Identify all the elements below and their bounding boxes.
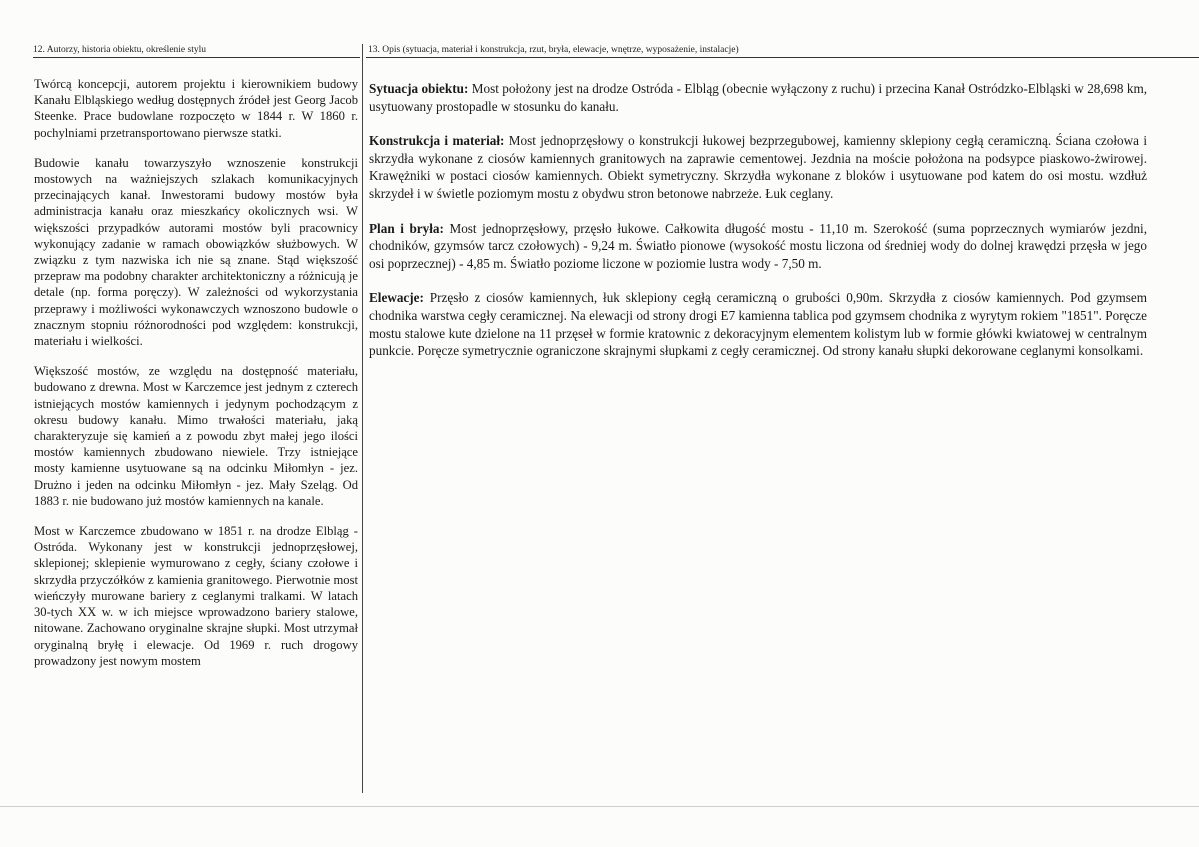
elevations-text: Przęsło z ciosów kamiennych, łuk sklepiony cegłą ceramiczną o grubości 0,90m. Skrzydła z ciosów kamiennych. Pod gzymsem chodnika warstwa cegły ceramicznej. Na elewacji od strony drogi E7 kamienna tablica pod gzymsem chodnika z wyrytym rokiem "1851". Poręcze mostu stalowe kute dzielone na 11 przęseł w formie kratownic z dekoracyjnym elementem kolistym lub w formie główki kwiatowej w centralnym punkcie. Poręcze symetrycznie ograniczone skrajnymi słupkami z cegły ceramicznej. Od strony kanału słupki dekorowane ceglanymi konsolkami. <box>369 290 1147 359</box>
history-column <box>34 76 358 683</box>
elevations-heading: Elewacje: <box>369 290 424 306</box>
construction-heading: Konstrukcja i materiał: <box>369 133 505 149</box>
column-divider <box>362 44 363 793</box>
history-paragraph-bridges: Budowie kanału towarzyszyło wznoszenie konstrukcji mostowych na ważniejszych szlakach komunikacyjnych przecinających kanał. Inwestorami budowy mostów była administracja kanału oraz mieszkańcy okolicznych wsi. W większości przypadków autorami mostów byli pracownicy wykonujący zadanie w ramach obowiązków służbowych. W związku z tym nazwiska ich nie są znane. Stąd większość przepraw ma podobny charakter architektoniczny a różnicują je detale (np. forma poręczy). W zależności od wykorzystania przeprawy i możliwości wykonawczych wznoszono budowle o znacznym stopniu różnorodności pod względem: konstrukcji, materiału i wielkości. <box>34 155 358 349</box>
situation-text: Most położony jest na drodze Ostróda - Elbląg (obecnie wyłączony z ruchu) i przecina Kanał Ostródzko-Elbląski w 28,698 km, usytuowany prostopadle w stosunku do kanału. <box>369 81 1148 114</box>
description-plan <box>369 220 1147 273</box>
description-construction <box>369 132 1147 202</box>
description-situation <box>369 80 1147 115</box>
description-elevations <box>369 289 1147 359</box>
history-paragraph-authorship: Twórcą koncepcji, autorem projektu i kierownikiem budowy Kanału Elbląskiego według dostępnych źródeł jest Georg Jacob Steenke. Prace budowlane rozpoczęto w 1844 r. W 1860 r. pochylniami przetransportowano pierwsze statki. <box>34 77 358 140</box>
header-underline-left <box>33 57 360 58</box>
plan-text: Most jednoprzęsłowy, przęsło łukowe. Całkowita długość mostu - 11,10 m. Szerokość (suma poprzecznych wymiarów jezdni, chodników, gzymsów tarcz czołowych) - 9,24 m. Światło pionowe (wysokość mostu liczona od średniej wody do dolnej krawędzi przęsła w jego osi poprzecznej) - 4,85 m. Światło poziome liczone w poziomie lustra wody - 7,50 m. <box>369 220 1147 271</box>
history-paragraph-materials: Większość mostów, ze względu na dostępność materiału, budowano z drewna. Most w Karczemce jest jednym z czterech istniejących mostów kamiennych i jedynym pochodzącym z okresu budowy kanału. Mimo trwałości materiału, jaką charakteryzuje się kamień a z powodu zbyt małej jego ilości mostów kamiennych zbudowano niewiele. Trzy istniejące mosty kamienne usytuowane są na odcinku Miłomłyn - jez. Drużno i jeden na odcinku Miłomłyn - jez. Mały Szeląg. Od 1883 r. nie budowano już mostów kamiennych na kanale. <box>34 364 358 508</box>
page-bottom-line <box>0 806 1199 807</box>
construction-text: Most jednoprzęsłowy o konstrukcji łukowej bezprzegubowej, kamienny sklepiony cegłą ceramiczną. Ściana czołowa i skrzydła wykonane z ciosów kamiennych granitowych na zaprawie cementowej. Jezdnia na moście położona na podsypce piaskowo-żwirowej. Krawężniki w postaci ciosów kamiennych. Obiekt symetryczny. Skrzydła wykonane z bloków i usytuowane pod katem do osi mostu. wzdłuż skrzydeł i w świetle poziomym mostu z obydwu stron betonowe nabrzeże. Łuk ceglany. <box>369 133 1147 201</box>
section-13-header: 13. Opis (sytuacja, materiał i konstrukcja, rzut, bryła, elewacje, wnętrze, wyposażenie, instalacje) <box>368 45 739 55</box>
description-column <box>369 80 1147 377</box>
plan-heading: Plan i bryła: <box>369 220 444 236</box>
situation-heading: Sytuacja obiektu: <box>369 81 469 96</box>
header-underline-right <box>366 57 1199 58</box>
history-paragraph-karczemka: Most w Karczemce zbudowano w 1851 r. na drodze Elbląg - Ostróda. Wykonany jest w konstrukcji jednoprzęsłowej, sklepionej; sklepienie wymurowano z cegły, ściany czołowe i skrzydła przyczółków z kamienia granitowego. Pierwotnie most wieńczyły murowane bariery z ceglanymi tralkami. W latach 30-tych XX w. w ich miejsce wprowadzono bariery stalowe, nitowane. Zachowano oryginalne skrajne słupki. Most utrzymał oryginalną bryłę i elewacje. Od 1969 r. ruch drogowy prowadzony jest nowym mostem <box>34 524 358 668</box>
section-12-header: 12. Autorzy, historia obiektu, określenie stylu <box>33 45 206 55</box>
section-headers <box>33 44 1199 58</box>
